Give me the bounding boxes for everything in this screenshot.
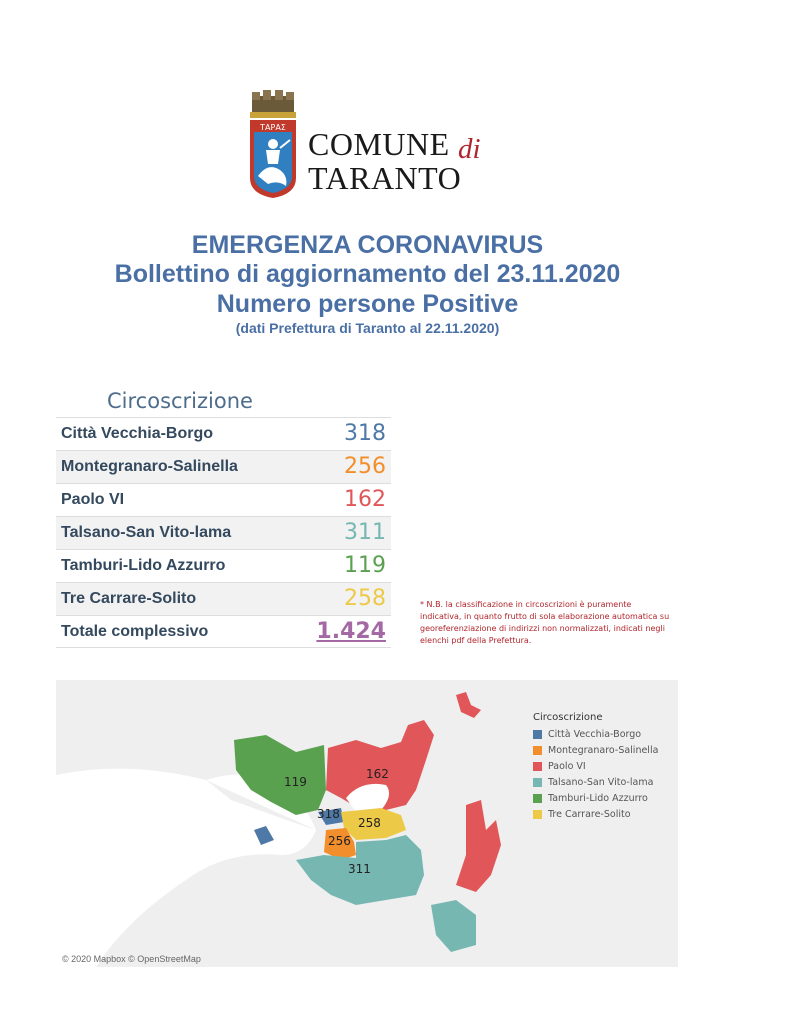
table-row — [56, 516, 391, 549]
district-table — [56, 417, 391, 648]
taranto-crest-logo — [246, 90, 300, 198]
map-legend — [533, 712, 658, 822]
legend-item[interactable] — [533, 774, 658, 790]
district-name: Città Vecchia-Borgo — [61, 425, 214, 442]
legend-item[interactable] — [533, 758, 658, 774]
logo-taranto-text: TARANTO — [308, 160, 462, 196]
district-name: Tamburi-Lido Azzurro — [61, 557, 226, 574]
district-count: 256 — [344, 454, 386, 479]
table-row — [56, 582, 391, 615]
logo-di-text: di — [458, 133, 481, 165]
legend-label: Tre Carrare-Solito — [548, 808, 631, 820]
legend-swatch — [533, 810, 542, 819]
legend-title: Circoscrizione — [533, 712, 603, 723]
total-label: Totale complessivo — [61, 623, 209, 640]
map-label-montegranaro: 256 — [328, 834, 351, 848]
legend-item[interactable] — [533, 726, 658, 742]
page-title: EMERGENZA CORONAVIRUS — [191, 231, 544, 259]
svg-text:ΤΑΡΑΣ: ΤΑΡΑΣ — [260, 123, 286, 132]
table-row — [56, 483, 391, 516]
map-label-talsano: 311 — [348, 862, 371, 876]
table-row — [56, 450, 391, 483]
data-source-note: (dati Prefettura di Taranto al 22.11.2020) — [235, 320, 500, 336]
legend-swatch — [533, 746, 542, 755]
district-count: 318 — [344, 421, 386, 446]
map-label-tamburi: 119 — [284, 775, 307, 789]
district-name: Montegranaro-Salinella — [61, 458, 238, 475]
map-label-paolo-vi: 162 — [366, 767, 389, 781]
map-label-citta-vecchia: 318 — [317, 807, 340, 821]
logo-comune-text: COMUNE — [308, 126, 450, 162]
legend-label: Paolo VI — [548, 760, 586, 772]
district-name: Tre Carrare-Solito — [61, 590, 197, 607]
bulletin-date-heading: Bollettino di aggiornamento del 23.11.2020 — [114, 260, 621, 288]
subject-heading: Numero persone Positive — [216, 290, 519, 318]
legend-item[interactable] — [533, 790, 658, 806]
legend-label: Montegranaro-Salinella — [548, 744, 659, 756]
district-name: Paolo VI — [61, 491, 125, 508]
legend-label: Talsano-San Vito-lama — [548, 776, 654, 788]
legend-swatch — [533, 730, 542, 739]
district-count: 119 — [344, 553, 386, 578]
legend-swatch — [533, 762, 542, 771]
table-row — [56, 549, 391, 582]
map-copyright[interactable]: © 2020 Mapbox © OpenStreetMap — [62, 954, 201, 964]
legend-item[interactable] — [533, 742, 658, 758]
table-total-row — [56, 615, 391, 648]
legend-item[interactable] — [533, 806, 658, 822]
legend-swatch — [533, 794, 542, 803]
district-count: 258 — [344, 586, 386, 611]
district-count: 162 — [344, 487, 386, 512]
total-count-link[interactable]: 1.424 — [316, 619, 386, 644]
legend-label: Tamburi-Lido Azzurro — [548, 792, 648, 804]
legend-label: Città Vecchia-Borgo — [548, 728, 642, 740]
table-title: Circoscrizione — [107, 389, 253, 413]
district-count: 311 — [344, 520, 386, 545]
legend-swatch — [533, 778, 542, 787]
table-row — [56, 417, 391, 450]
classification-disclaimer: * N.B. la classificazione in circoscrizioni è puramente indicativa, in quanto frutto di sola elaborazione automatica su georeferenziazione di indirizzi non normalizzati, indicati negli elenchi pdf della Prefettura. — [420, 600, 670, 645]
map-label-tre-carrare: 258 — [358, 816, 381, 830]
district-name: Talsano-San Vito-lama — [61, 524, 232, 541]
